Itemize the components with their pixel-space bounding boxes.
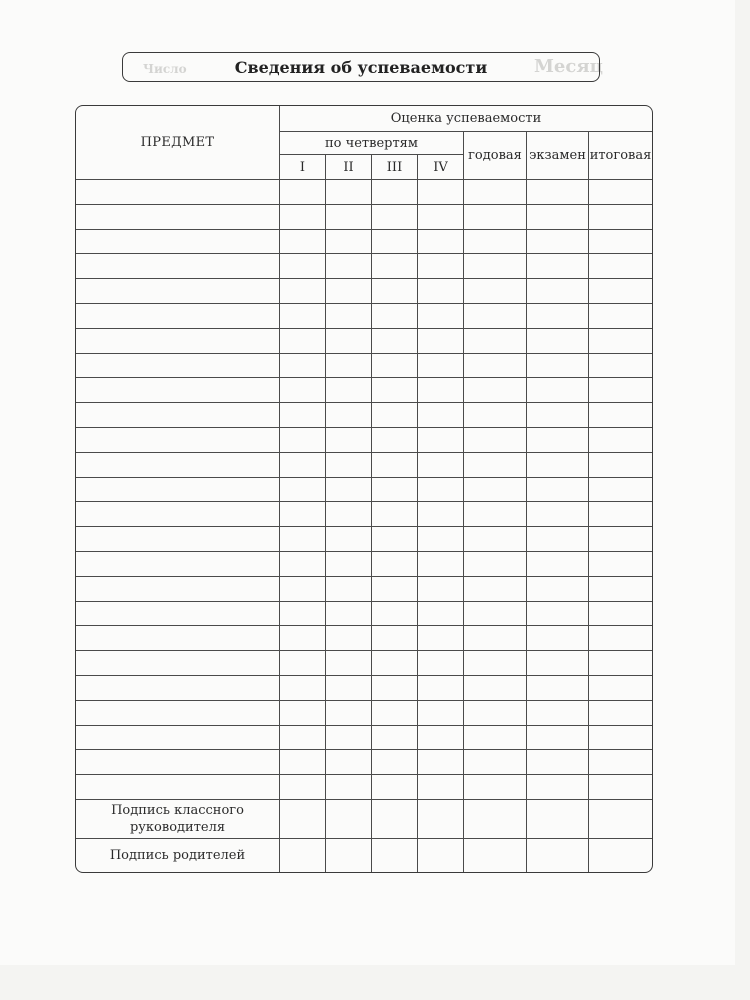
final-cell[interactable] bbox=[589, 205, 652, 230]
quarter-1-cell[interactable] bbox=[280, 304, 326, 329]
exam-cell[interactable] bbox=[527, 180, 589, 205]
subject-cell[interactable] bbox=[76, 205, 280, 230]
final-cell[interactable] bbox=[589, 676, 652, 701]
quarter-1-cell[interactable] bbox=[280, 527, 326, 552]
quarter-4-cell[interactable] bbox=[418, 378, 464, 403]
signature-cell[interactable] bbox=[418, 800, 464, 839]
final-cell[interactable] bbox=[589, 428, 652, 453]
table-row bbox=[76, 478, 652, 503]
exam-cell[interactable] bbox=[527, 676, 589, 701]
quarter-1-cell[interactable] bbox=[280, 453, 326, 478]
table-row bbox=[76, 254, 652, 279]
final-cell[interactable] bbox=[589, 701, 652, 726]
yearly-cell[interactable] bbox=[464, 750, 527, 775]
exam-cell[interactable] bbox=[527, 304, 589, 329]
table-row bbox=[76, 775, 652, 800]
quarter-2-cell[interactable] bbox=[326, 701, 372, 726]
final-cell[interactable] bbox=[589, 775, 652, 800]
final-cell[interactable] bbox=[589, 552, 652, 577]
exam-cell[interactable] bbox=[527, 527, 589, 552]
quarter-3-cell[interactable] bbox=[372, 354, 418, 379]
signature-cell[interactable] bbox=[280, 839, 326, 872]
quarter-4-cell[interactable] bbox=[418, 304, 464, 329]
subject-cell[interactable] bbox=[76, 403, 280, 428]
table-row bbox=[76, 428, 652, 453]
subject-cell[interactable] bbox=[76, 775, 280, 800]
table-row bbox=[76, 453, 652, 478]
quarter-1-cell[interactable] bbox=[280, 701, 326, 726]
quarter-3-cell[interactable] bbox=[372, 626, 418, 651]
quarter-1-cell[interactable] bbox=[280, 676, 326, 701]
quarter-3-cell[interactable] bbox=[372, 726, 418, 751]
quarter-1-cell[interactable] bbox=[280, 205, 326, 230]
quarter-1-cell[interactable] bbox=[280, 775, 326, 800]
quarter-4-cell[interactable] bbox=[418, 651, 464, 676]
quarter-4-cell[interactable] bbox=[418, 626, 464, 651]
yearly-cell[interactable] bbox=[464, 502, 527, 527]
final-cell[interactable] bbox=[589, 527, 652, 552]
quarter-2-cell[interactable] bbox=[326, 651, 372, 676]
quarter-4-cell[interactable] bbox=[418, 403, 464, 428]
table-row bbox=[76, 329, 652, 354]
quarter-1-cell[interactable] bbox=[280, 230, 326, 255]
yearly-cell[interactable] bbox=[464, 403, 527, 428]
final-cell[interactable] bbox=[589, 478, 652, 503]
exam-cell[interactable] bbox=[527, 428, 589, 453]
quarter-4-cell[interactable] bbox=[418, 726, 464, 751]
quarter-2-cell[interactable] bbox=[326, 750, 372, 775]
yearly-cell[interactable] bbox=[464, 775, 527, 800]
quarter-3-cell[interactable] bbox=[372, 230, 418, 255]
quarter-4-cell[interactable] bbox=[418, 254, 464, 279]
quarter-4-cell[interactable] bbox=[418, 602, 464, 627]
quarter-1-cell[interactable] bbox=[280, 478, 326, 503]
final-cell[interactable] bbox=[589, 230, 652, 255]
exam-cell[interactable] bbox=[527, 378, 589, 403]
table-row bbox=[76, 577, 652, 602]
quarter-3-cell[interactable] bbox=[372, 428, 418, 453]
quarter-1-cell[interactable] bbox=[280, 502, 326, 527]
quarter-3-cell[interactable] bbox=[372, 279, 418, 304]
final-cell[interactable] bbox=[589, 651, 652, 676]
exam-header: экзамен bbox=[527, 132, 589, 180]
signature-cell[interactable] bbox=[527, 839, 589, 872]
table-row bbox=[76, 354, 652, 379]
quarter-3-cell[interactable] bbox=[372, 478, 418, 503]
table-row bbox=[76, 230, 652, 255]
table-row bbox=[76, 527, 652, 552]
signature-cell[interactable] bbox=[326, 839, 372, 872]
bleed-through-month: Месяц bbox=[534, 56, 603, 77]
yearly-cell[interactable] bbox=[464, 254, 527, 279]
final-cell[interactable] bbox=[589, 602, 652, 627]
quarter-3-header: III bbox=[372, 155, 418, 180]
quarter-3-cell[interactable] bbox=[372, 676, 418, 701]
subject-cell[interactable] bbox=[76, 254, 280, 279]
quarter-3-cell[interactable] bbox=[372, 254, 418, 279]
yearly-header: годовая bbox=[464, 132, 527, 180]
quarter-1-cell[interactable] bbox=[280, 354, 326, 379]
signature-row-teacher bbox=[76, 800, 652, 839]
signature-cell[interactable] bbox=[589, 839, 652, 872]
yearly-cell[interactable] bbox=[464, 304, 527, 329]
signature-cell[interactable] bbox=[372, 839, 418, 872]
exam-cell[interactable] bbox=[527, 478, 589, 503]
final-cell[interactable] bbox=[589, 279, 652, 304]
quarter-4-cell[interactable] bbox=[418, 577, 464, 602]
quarter-1-cell[interactable] bbox=[280, 552, 326, 577]
quarter-2-cell[interactable] bbox=[326, 304, 372, 329]
quarter-4-cell[interactable] bbox=[418, 230, 464, 255]
exam-cell[interactable] bbox=[527, 279, 589, 304]
subject-cell[interactable] bbox=[76, 329, 280, 354]
table-row bbox=[76, 378, 652, 403]
subject-cell[interactable] bbox=[76, 626, 280, 651]
quarter-3-cell[interactable] bbox=[372, 527, 418, 552]
table-row bbox=[76, 750, 652, 775]
quarter-4-cell[interactable] bbox=[418, 775, 464, 800]
quarter-2-cell[interactable] bbox=[326, 626, 372, 651]
final-header: итоговая bbox=[589, 132, 652, 180]
page-title: Сведения об успеваемости bbox=[234, 57, 488, 77]
subject-cell[interactable] bbox=[76, 552, 280, 577]
yearly-cell[interactable] bbox=[464, 577, 527, 602]
quarter-3-cell[interactable] bbox=[372, 304, 418, 329]
final-cell[interactable] bbox=[589, 378, 652, 403]
signature-label-parents: Подпись родителей bbox=[76, 839, 280, 872]
quarter-2-cell[interactable] bbox=[326, 378, 372, 403]
quarter-4-cell[interactable] bbox=[418, 453, 464, 478]
quarter-3-cell[interactable] bbox=[372, 403, 418, 428]
exam-cell[interactable] bbox=[527, 403, 589, 428]
table-row bbox=[76, 403, 652, 428]
yearly-cell[interactable] bbox=[464, 726, 527, 751]
exam-cell[interactable] bbox=[527, 329, 589, 354]
signature-cell[interactable] bbox=[589, 800, 652, 839]
quarter-2-cell[interactable] bbox=[326, 577, 372, 602]
subject-header: ПРЕДМЕТ bbox=[76, 106, 280, 180]
yearly-cell[interactable] bbox=[464, 428, 527, 453]
quarter-4-header: IV bbox=[418, 155, 464, 180]
quarter-1-cell[interactable] bbox=[280, 577, 326, 602]
table-row bbox=[76, 626, 652, 651]
quarter-1-cell[interactable] bbox=[280, 428, 326, 453]
table-row bbox=[76, 676, 652, 701]
quarter-1-cell[interactable] bbox=[280, 750, 326, 775]
yearly-cell[interactable] bbox=[464, 676, 527, 701]
quarter-4-cell[interactable] bbox=[418, 527, 464, 552]
subject-cell[interactable] bbox=[76, 428, 280, 453]
final-cell[interactable] bbox=[589, 354, 652, 379]
grade-header: Оценка успеваемости bbox=[280, 106, 652, 132]
final-cell[interactable] bbox=[589, 304, 652, 329]
bleed-through-day: Число bbox=[143, 62, 187, 76]
signature-cell[interactable] bbox=[527, 800, 589, 839]
subject-cell[interactable] bbox=[76, 230, 280, 255]
signature-cell[interactable] bbox=[372, 800, 418, 839]
quarter-1-cell[interactable] bbox=[280, 329, 326, 354]
subject-cell[interactable] bbox=[76, 676, 280, 701]
exam-cell[interactable] bbox=[527, 750, 589, 775]
quarter-1-cell[interactable] bbox=[280, 626, 326, 651]
quarter-3-cell[interactable] bbox=[372, 502, 418, 527]
subject-cell[interactable] bbox=[76, 304, 280, 329]
quarter-4-cell[interactable] bbox=[418, 552, 464, 577]
quarter-3-cell[interactable] bbox=[372, 577, 418, 602]
quarter-2-cell[interactable] bbox=[326, 502, 372, 527]
subject-cell[interactable] bbox=[76, 726, 280, 751]
quarter-2-cell[interactable] bbox=[326, 428, 372, 453]
final-cell[interactable] bbox=[589, 180, 652, 205]
table-row bbox=[76, 304, 652, 329]
yearly-cell[interactable] bbox=[464, 602, 527, 627]
signature-cell[interactable] bbox=[280, 800, 326, 839]
table-row bbox=[76, 205, 652, 230]
final-cell[interactable] bbox=[589, 750, 652, 775]
exam-cell[interactable] bbox=[527, 701, 589, 726]
quarter-1-cell[interactable] bbox=[280, 602, 326, 627]
quarter-2-cell[interactable] bbox=[326, 279, 372, 304]
yearly-cell[interactable] bbox=[464, 230, 527, 255]
quarter-4-cell[interactable] bbox=[418, 502, 464, 527]
subject-cell[interactable] bbox=[76, 577, 280, 602]
quarter-1-cell[interactable] bbox=[280, 726, 326, 751]
yearly-cell[interactable] bbox=[464, 651, 527, 676]
exam-cell[interactable] bbox=[527, 775, 589, 800]
yearly-cell[interactable] bbox=[464, 626, 527, 651]
table-row bbox=[76, 602, 652, 627]
final-cell[interactable] bbox=[589, 626, 652, 651]
quarter-2-header: II bbox=[326, 155, 372, 180]
quarter-4-cell[interactable] bbox=[418, 279, 464, 304]
quarter-3-cell[interactable] bbox=[372, 329, 418, 354]
quarter-1-cell[interactable] bbox=[280, 254, 326, 279]
final-cell[interactable] bbox=[589, 403, 652, 428]
page-title-box bbox=[122, 52, 600, 82]
quarter-4-cell[interactable] bbox=[418, 701, 464, 726]
quarter-2-cell[interactable] bbox=[326, 527, 372, 552]
quarter-1-cell[interactable] bbox=[280, 279, 326, 304]
exam-cell[interactable] bbox=[527, 230, 589, 255]
quarter-4-cell[interactable] bbox=[418, 478, 464, 503]
quarter-2-cell[interactable] bbox=[326, 329, 372, 354]
signature-cell[interactable] bbox=[326, 800, 372, 839]
yearly-cell[interactable] bbox=[464, 478, 527, 503]
final-cell[interactable] bbox=[589, 726, 652, 751]
table-row bbox=[76, 180, 652, 205]
yearly-cell[interactable] bbox=[464, 329, 527, 354]
quarter-2-cell[interactable] bbox=[326, 230, 372, 255]
subject-cell[interactable] bbox=[76, 453, 280, 478]
table-row bbox=[76, 726, 652, 751]
quarter-3-cell[interactable] bbox=[372, 775, 418, 800]
exam-cell[interactable] bbox=[527, 577, 589, 602]
subject-cell[interactable] bbox=[76, 750, 280, 775]
quarter-2-cell[interactable] bbox=[326, 726, 372, 751]
subject-cell[interactable] bbox=[76, 651, 280, 676]
quarter-3-cell[interactable] bbox=[372, 602, 418, 627]
final-cell[interactable] bbox=[589, 329, 652, 354]
subject-cell[interactable] bbox=[76, 279, 280, 304]
quarter-2-cell[interactable] bbox=[326, 354, 372, 379]
final-cell[interactable] bbox=[589, 453, 652, 478]
yearly-cell[interactable] bbox=[464, 527, 527, 552]
table-row bbox=[76, 651, 652, 676]
quarter-1-cell[interactable] bbox=[280, 180, 326, 205]
subject-cell[interactable] bbox=[76, 354, 280, 379]
quarter-1-cell[interactable] bbox=[280, 651, 326, 676]
table-row bbox=[76, 502, 652, 527]
quarter-3-cell[interactable] bbox=[372, 453, 418, 478]
yearly-cell[interactable] bbox=[464, 279, 527, 304]
quarter-4-cell[interactable] bbox=[418, 180, 464, 205]
quarter-2-cell[interactable] bbox=[326, 478, 372, 503]
exam-cell[interactable] bbox=[527, 726, 589, 751]
quarter-2-cell[interactable] bbox=[326, 180, 372, 205]
quarter-3-cell[interactable] bbox=[372, 701, 418, 726]
quarter-3-cell[interactable] bbox=[372, 378, 418, 403]
exam-cell[interactable] bbox=[527, 205, 589, 230]
subject-cell[interactable] bbox=[76, 502, 280, 527]
quarter-2-cell[interactable] bbox=[326, 205, 372, 230]
table-row bbox=[76, 701, 652, 726]
quarter-2-cell[interactable] bbox=[326, 453, 372, 478]
yearly-cell[interactable] bbox=[464, 205, 527, 230]
quarter-4-cell[interactable] bbox=[418, 354, 464, 379]
quarter-1-cell[interactable] bbox=[280, 403, 326, 428]
final-cell[interactable] bbox=[589, 254, 652, 279]
yearly-cell[interactable] bbox=[464, 701, 527, 726]
final-cell[interactable] bbox=[589, 577, 652, 602]
subject-cell[interactable] bbox=[76, 701, 280, 726]
signature-label-teacher: Подпись классного руководителя bbox=[76, 800, 280, 839]
subject-cell[interactable] bbox=[76, 527, 280, 552]
final-cell[interactable] bbox=[589, 502, 652, 527]
quarter-1-header: I bbox=[280, 155, 326, 180]
subject-cell[interactable] bbox=[76, 180, 280, 205]
exam-cell[interactable] bbox=[527, 254, 589, 279]
grades-table bbox=[75, 105, 653, 873]
quarter-4-cell[interactable] bbox=[418, 428, 464, 453]
exam-cell[interactable] bbox=[527, 602, 589, 627]
quarter-1-cell[interactable] bbox=[280, 378, 326, 403]
quarter-4-cell[interactable] bbox=[418, 329, 464, 354]
exam-cell[interactable] bbox=[527, 354, 589, 379]
subject-cell[interactable] bbox=[76, 602, 280, 627]
subject-cell[interactable] bbox=[76, 378, 280, 403]
exam-cell[interactable] bbox=[527, 552, 589, 577]
exam-cell[interactable] bbox=[527, 502, 589, 527]
subject-cell[interactable] bbox=[76, 478, 280, 503]
exam-cell[interactable] bbox=[527, 626, 589, 651]
yearly-cell[interactable] bbox=[464, 378, 527, 403]
quarter-3-cell[interactable] bbox=[372, 205, 418, 230]
quarter-3-cell[interactable] bbox=[372, 552, 418, 577]
yearly-cell[interactable] bbox=[464, 180, 527, 205]
table-row bbox=[76, 552, 652, 577]
quarter-3-cell[interactable] bbox=[372, 651, 418, 676]
quarter-4-cell[interactable] bbox=[418, 676, 464, 701]
quarter-3-cell[interactable] bbox=[372, 750, 418, 775]
signature-row-parents bbox=[76, 839, 652, 872]
table-row bbox=[76, 279, 652, 304]
signature-cell[interactable] bbox=[418, 839, 464, 872]
signature-cell[interactable] bbox=[464, 839, 527, 872]
quarter-2-cell[interactable] bbox=[326, 403, 372, 428]
yearly-cell[interactable] bbox=[464, 354, 527, 379]
quarter-3-cell[interactable] bbox=[372, 180, 418, 205]
quarters-header: по четвертям bbox=[280, 132, 464, 155]
exam-cell[interactable] bbox=[527, 453, 589, 478]
yearly-cell[interactable] bbox=[464, 552, 527, 577]
quarter-2-cell[interactable] bbox=[326, 602, 372, 627]
quarter-4-cell[interactable] bbox=[418, 750, 464, 775]
yearly-cell[interactable] bbox=[464, 453, 527, 478]
quarter-4-cell[interactable] bbox=[418, 205, 464, 230]
exam-cell[interactable] bbox=[527, 651, 589, 676]
quarter-2-cell[interactable] bbox=[326, 775, 372, 800]
signature-cell[interactable] bbox=[464, 800, 527, 839]
quarter-2-cell[interactable] bbox=[326, 676, 372, 701]
quarter-2-cell[interactable] bbox=[326, 254, 372, 279]
quarter-2-cell[interactable] bbox=[326, 552, 372, 577]
